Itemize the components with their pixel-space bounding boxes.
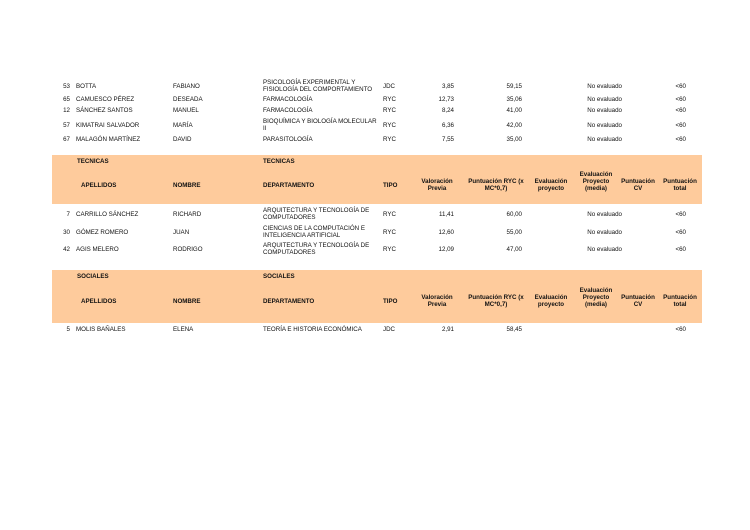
- column-header-apellidos: APELLIDOS: [81, 298, 117, 305]
- total-cell: <60: [675, 246, 686, 253]
- valoracion-cell: 3,85: [441, 83, 454, 90]
- departamento-cell: BIOQUÍMICA Y BIOLOGÍA MOLECULAR II: [263, 118, 377, 132]
- valoracion-cell: 2,91: [441, 326, 454, 333]
- nombre-cell: DAVID: [173, 136, 192, 143]
- departamento-cell: ARQUITECTURA Y TECNOLOGÍA DE COMPUTADORES: [263, 207, 370, 221]
- nombre-cell: RODRIGO: [173, 246, 203, 253]
- valoracion-cell: 6,36: [441, 122, 454, 129]
- column-header-puntuacion-cv: Puntuación CV: [621, 294, 655, 308]
- column-header-nombre: NOMBRE: [173, 298, 201, 305]
- evaluacion-cell: No evaluado: [587, 107, 622, 114]
- puntuacion-ryc-cell: 59,15: [506, 83, 522, 90]
- row-number: 7: [66, 211, 70, 218]
- apellidos-cell: KIMATRAI SALVADOR: [76, 122, 140, 129]
- apellidos-cell: BOTTA: [76, 83, 97, 90]
- departamento-cell: CIENCIAS DE LA COMPUTACIÓN E INTELIGENCIA ARTIFICIAL: [263, 225, 365, 239]
- evaluacion-cell: No evaluado: [587, 96, 622, 103]
- column-header-puntuacion-total: Puntuación total: [663, 178, 697, 192]
- evaluacion-cell: No evaluado: [587, 229, 622, 236]
- tipo-cell: RYC: [383, 107, 396, 114]
- departamento-cell: ARQUITECTURA Y TECNOLOGÍA DE COMPUTADORES: [263, 242, 370, 256]
- valoracion-cell: 12,09: [438, 246, 454, 253]
- evaluacion-cell: No evaluado: [587, 246, 622, 253]
- total-cell: <60: [675, 122, 686, 129]
- valoracion-cell: 11,41: [438, 211, 454, 218]
- section-header-tecnicas: [52, 155, 702, 204]
- apellidos-cell: MALAGÓN MARTÍNEZ: [76, 136, 141, 143]
- tipo-cell: RYC: [383, 246, 396, 253]
- section-label-departamento: SOCIALES: [263, 273, 295, 280]
- puntuacion-ryc-cell: 58,45: [506, 326, 522, 333]
- column-header-tipo: TIPO: [383, 298, 398, 305]
- column-header-puntuacion-cv: Puntuación CV: [621, 178, 655, 192]
- total-cell: <60: [675, 96, 686, 103]
- row-number: 65: [63, 96, 70, 103]
- evaluacion-cell: No evaluado: [587, 122, 622, 129]
- total-cell: <60: [675, 229, 686, 236]
- column-header-departamento: DEPARTAMENTO: [263, 298, 315, 305]
- row-number: 5: [66, 326, 70, 333]
- evaluacion-cell: No evaluado: [587, 211, 622, 218]
- total-cell: <60: [675, 83, 686, 90]
- tipo-cell: RYC: [383, 122, 396, 129]
- column-header-tipo: TIPO: [383, 182, 398, 189]
- nombre-cell: ELENA: [173, 326, 194, 333]
- tipo-cell: JDC: [383, 326, 396, 333]
- valoracion-cell: 12,73: [438, 96, 454, 103]
- row-number: 12: [63, 107, 70, 114]
- column-header-puntuacion-ryc: Puntuación RYC (x MC*0,7): [468, 178, 524, 192]
- section-label: TECNICAS: [77, 158, 109, 165]
- column-header-nombre: NOMBRE: [173, 182, 201, 189]
- nombre-cell: DESEADA: [173, 96, 203, 103]
- total-cell: <60: [675, 326, 686, 333]
- departamento-cell: FARMACOLOGÍA: [263, 107, 313, 114]
- total-cell: <60: [675, 107, 686, 114]
- section-header-sociales: [52, 270, 702, 323]
- column-header-departamento: DEPARTAMENTO: [263, 182, 315, 189]
- row-number: 57: [63, 122, 70, 129]
- puntuacion-ryc-cell: 35,06: [506, 96, 522, 103]
- evaluacion-cell: No evaluado: [587, 136, 622, 143]
- apellidos-cell: GÓMEZ ROMERO: [76, 229, 129, 236]
- puntuacion-ryc-cell: 42,00: [506, 122, 522, 129]
- column-header-apellidos: APELLIDOS: [81, 182, 117, 189]
- valoracion-cell: 8,24: [441, 107, 454, 114]
- puntuacion-ryc-cell: 41,00: [506, 107, 522, 114]
- nombre-cell: FABIANO: [173, 83, 200, 90]
- departamento-cell: FARMACOLOGÍA: [263, 96, 313, 103]
- valoracion-cell: 12,60: [438, 229, 454, 236]
- nombre-cell: MANUEL: [173, 107, 199, 114]
- column-header-evaluacion-proyecto: Evaluación proyecto: [534, 294, 568, 308]
- row-number: 67: [63, 136, 70, 143]
- evaluacion-cell: No evaluado: [587, 83, 622, 90]
- apellidos-cell: AGIS MELERO: [76, 246, 119, 253]
- nombre-cell: MARÍA: [173, 122, 193, 129]
- departamento-cell: TEORÍA E HISTORIA ECONÓMICA: [263, 326, 362, 333]
- tipo-cell: RYC: [383, 211, 396, 218]
- puntuacion-ryc-cell: 35,00: [506, 136, 522, 143]
- tipo-cell: RYC: [383, 229, 396, 236]
- row-number: 30: [63, 229, 70, 236]
- section-label-departamento: TECNICAS: [263, 158, 295, 165]
- column-header-evaluacion-media: Evaluación Proyecto (media): [579, 287, 613, 308]
- puntuacion-ryc-cell: 55,00: [506, 229, 522, 236]
- row-number: 42: [63, 246, 70, 253]
- departamento-cell: PSICOLOGÍA EXPERIMENTAL Y FISIOLOGÍA DEL COMPORTAMIENTO: [263, 79, 373, 93]
- column-header-evaluacion-proyecto: Evaluación proyecto: [534, 178, 568, 192]
- tipo-cell: JDC: [383, 83, 396, 90]
- apellidos-cell: CAMUESCO PÉREZ: [76, 96, 135, 103]
- tipo-cell: RYC: [383, 136, 396, 143]
- puntuacion-ryc-cell: 47,00: [506, 246, 522, 253]
- tipo-cell: RYC: [383, 96, 396, 103]
- nombre-cell: RICHARD: [173, 211, 202, 218]
- total-cell: <60: [675, 211, 686, 218]
- column-header-puntuacion-ryc: Puntuación RYC (x MC*0,7): [468, 294, 524, 308]
- apellidos-cell: CARRILLO SÁNCHEZ: [76, 211, 139, 218]
- apellidos-cell: SÁNCHEZ SANTOS: [76, 107, 133, 114]
- column-header-valoracion: Valoración Previa: [421, 178, 453, 192]
- total-cell: <60: [675, 136, 686, 143]
- puntuacion-ryc-cell: 60,00: [506, 211, 522, 218]
- section-label: SOCIALES: [77, 273, 109, 280]
- column-header-evaluacion-media: Evaluación Proyecto (media): [579, 171, 613, 192]
- apellidos-cell: MOLIS BAÑALES: [76, 326, 126, 333]
- column-header-puntuacion-total: Puntuación total: [663, 294, 697, 308]
- departamento-cell: PARASITOLOGÍA: [263, 136, 313, 143]
- valoracion-cell: 7,55: [441, 136, 454, 143]
- column-header-valoracion: Valoración Previa: [421, 294, 453, 308]
- nombre-cell: JUAN: [173, 229, 190, 236]
- row-number: 53: [63, 83, 70, 90]
